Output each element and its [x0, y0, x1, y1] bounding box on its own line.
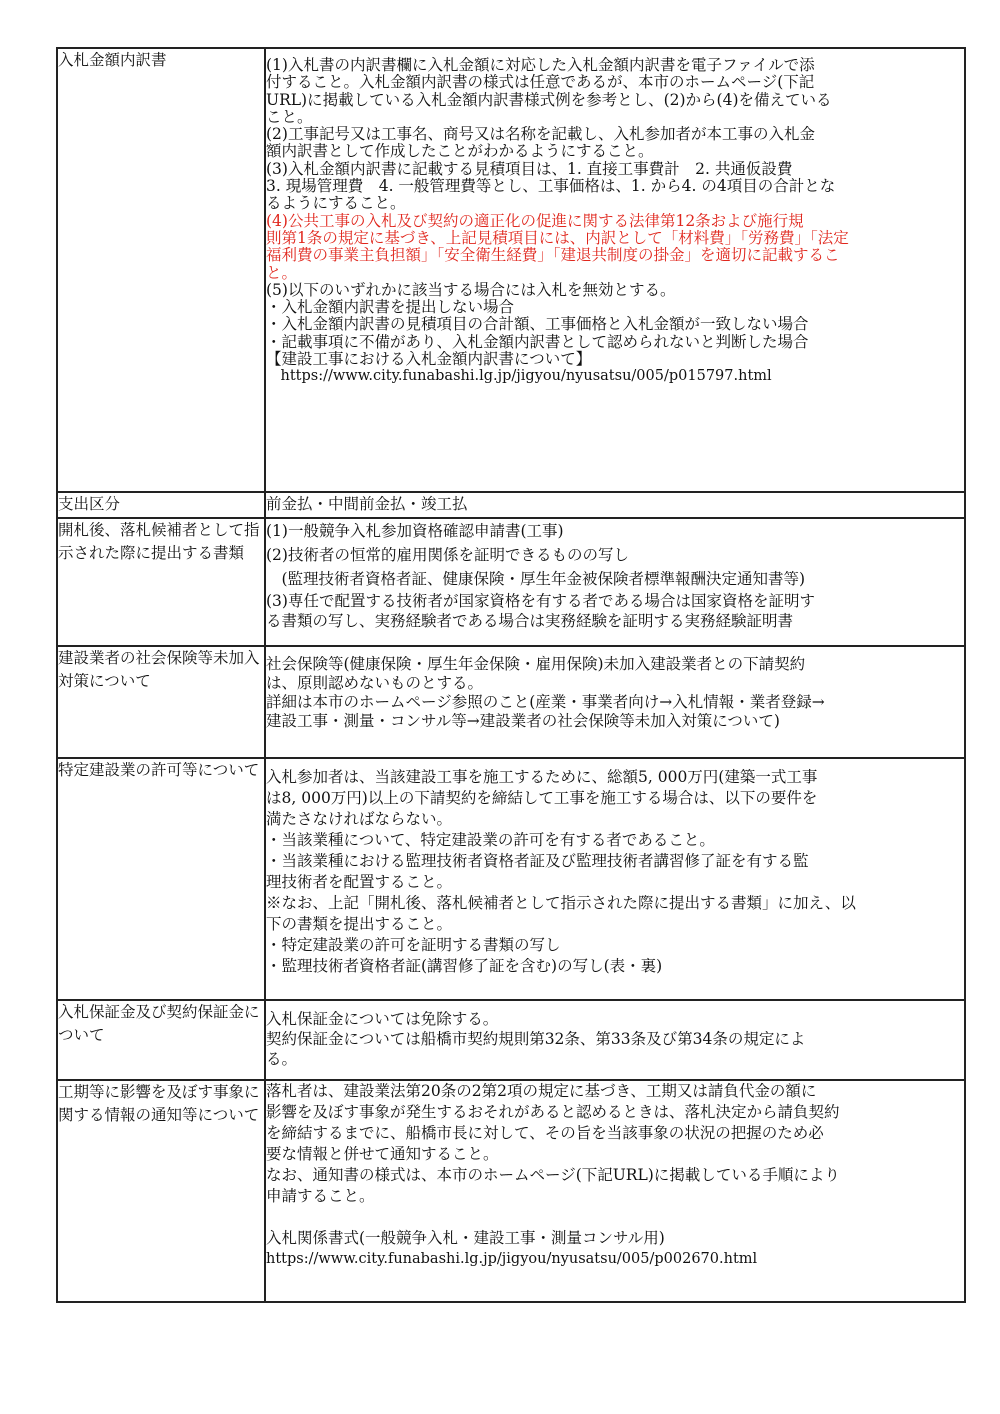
row-label: 工期等に影響を及ぼす事象に関する情報の通知等について	[57, 1080, 265, 1302]
row-label: 特定建設業の許可等について	[57, 758, 265, 1000]
text-line: 3. 現場管理費 4. 一般管理費等とし、工事価格は、1. から4. の4項目の合計とな	[266, 177, 836, 196]
text-line: る書類の写し、実務経験者である場合は実務経験を証明する実務経験証明書	[266, 612, 794, 630]
highlight-line: (4)公共工事の入札及び契約の適正化の促進に関する法律第12条および施行規	[266, 211, 804, 230]
highlight-line: と。	[266, 263, 298, 282]
text-line: は、原則認めないものとする。	[266, 674, 484, 692]
text-line: (5)以下のいずれかに該当する場合には入札を無効とする。	[266, 280, 676, 299]
highlight-line: 福利費の事業主負担額」「安全衛生経費」「建退共制度の掛金」を適切に記載するこ	[266, 246, 840, 265]
row-content	[265, 48, 965, 492]
text-line: ・監理技術者資格者証(講習修了証を含む)の写し(表・裏)	[266, 957, 663, 975]
text-line: (監理技術者資格者証、健康保険・厚生年金被保険者標準報酬決定通知書等)	[266, 570, 806, 588]
text-line: 建設工事・測量・コンサル等→建設業者の社会保険等未加入対策について)	[266, 712, 780, 730]
table-row	[57, 518, 965, 646]
row-content	[265, 646, 965, 758]
table-row	[57, 1080, 965, 1302]
text-line: る。	[266, 1050, 298, 1068]
blank-line	[266, 1207, 964, 1228]
text-line: なお、通知書の様式は、本市のホームページ(下記URL)に掲載している手順により	[266, 1166, 840, 1184]
text-line: 落札者は、建設業法第20条の2第2項の規定に基づき、工期又は請負代金の額に	[266, 1082, 817, 1100]
text-line: 詳細は本市のホームページ参照のこと(産業・事業者向け→入札情報・業者登録→	[266, 693, 825, 711]
row-label: 開札後、落札候補者として指示された際に提出する書類	[57, 518, 265, 646]
table-row	[57, 1000, 965, 1080]
table-row	[57, 492, 965, 518]
row-label: 支出区分	[57, 492, 265, 518]
text-line: (1)一般競争入札参加資格確認申請書(工事)	[266, 522, 564, 540]
url-link[interactable]: https://www.city.funabashi.lg.jp/jigyou/nyusatsu/005/p015797.html	[266, 368, 772, 385]
text-line: ・入札金額内訳書を提出しない場合	[266, 298, 515, 317]
text-line: 入札参加者は、当該建設工事を施工するために、総額5, 000万円(建築一式工事	[266, 768, 818, 786]
text-line: 前金払・中間前金払・竣工払	[266, 495, 468, 514]
row-label: 入札金額内訳書	[57, 48, 265, 492]
row-content	[265, 518, 965, 646]
text-line: 入札保証金については免除する。	[266, 1010, 499, 1028]
text-line: ・記載事項に不備があり、入札金額内訳書として認められないと判断した場合	[266, 332, 809, 351]
table-row	[57, 48, 965, 492]
text-line: るようにすること。	[266, 194, 406, 213]
row-content	[265, 758, 965, 1000]
text-line: 理技術者を配置すること。	[266, 873, 453, 891]
text-line: を締結するまでに、船橋市長に対して、その旨を当該事象の状況の把握のため必	[266, 1124, 824, 1142]
text-line: URL)に掲載している入札金額内訳書様式例を参考とし、(2)から(4)を備えている	[266, 90, 832, 109]
url-link[interactable]: https://www.city.funabashi.lg.jp/jigyou/nyusatsu/005/p002670.html	[266, 1251, 758, 1267]
text-line: (3)専任で配置する技術者が国家資格を有する者である場合は国家資格を証明す	[266, 592, 815, 610]
text-line: ・特定建設業の許可を証明する書類の写し	[266, 936, 561, 954]
text-line: ※なお、上記「開札後、落札候補者として指示された際に提出する書類」に加え、以	[266, 894, 856, 912]
table-row	[57, 646, 965, 758]
text-line: 入札関係書式(一般競争入札・建設工事・測量コンサル用)	[266, 1229, 665, 1247]
row-label: 建設業者の社会保険等未加入対策について	[57, 646, 265, 758]
row-content	[265, 492, 965, 518]
text-line: ・入札金額内訳書の見積項目の合計額、工事価格と入札金額が一致しない場合	[266, 315, 809, 334]
text-line: こと。	[266, 107, 313, 126]
text-line: 申請すること。	[266, 1187, 375, 1205]
text-line: は8, 000万円)以上の下請契約を締結して工事を施工する場合は、以下の要件を	[266, 789, 818, 807]
text-line: ・当該業種について、特定建設業の許可を有する者であること。	[266, 831, 715, 849]
text-line: ・当該業種における監理技術者資格者証及び監理技術者講習修了証を有する監	[266, 852, 809, 870]
row-content	[265, 1000, 965, 1080]
text-line: (2)技術者の恒常的雇用関係を証明できるものの写し	[266, 546, 629, 564]
row-content	[265, 1080, 965, 1302]
text-line: 契約保証金については船橋市契約規則第32条、第33条及び第34条の規定によ	[266, 1030, 806, 1048]
text-line: 社会保険等(健康保険・厚生年金保険・雇用保険)未加入建設業者との下請契約	[266, 655, 806, 673]
conditions-table	[56, 47, 966, 1303]
text-line: 額内訳書として作成したことがわかるようにすること。	[266, 142, 654, 161]
highlight-line: 則第1条の規定に基づき、上記見積項目には、内訳として「材料費」「労務費」「法定	[266, 228, 849, 247]
text-line: 下の書類を提出すること。	[266, 915, 453, 933]
text-line: 付すること。入札金額内訳書の様式は任意であるが、本市のホームページ(下記	[266, 73, 815, 92]
text-line: 影響を及ぼす事象が発生するおそれがあると認めるときは、落札決定から請負契約	[266, 1103, 840, 1121]
text-line: (3)入札金額内訳書に記載する見積項目は、1. 直接工事費計 2. 共通仮設費	[266, 159, 793, 178]
text-line: 満たさなければならない。	[266, 810, 453, 828]
text-line: 【建設工事における入札金額内訳書について】	[266, 350, 592, 369]
table-row	[57, 758, 965, 1000]
row-label: 入札保証金及び契約保証金について	[57, 1000, 265, 1080]
text-line: (2)工事記号又は工事名、商号又は名称を記載し、入札参加者が本工事の入札金	[266, 125, 815, 144]
text-line: (1)入札書の内訳書欄に入札金額に対応した入札金額内訳書を電子ファイルで添	[266, 56, 815, 74]
text-line: 要な情報と併せて通知すること。	[266, 1145, 499, 1163]
